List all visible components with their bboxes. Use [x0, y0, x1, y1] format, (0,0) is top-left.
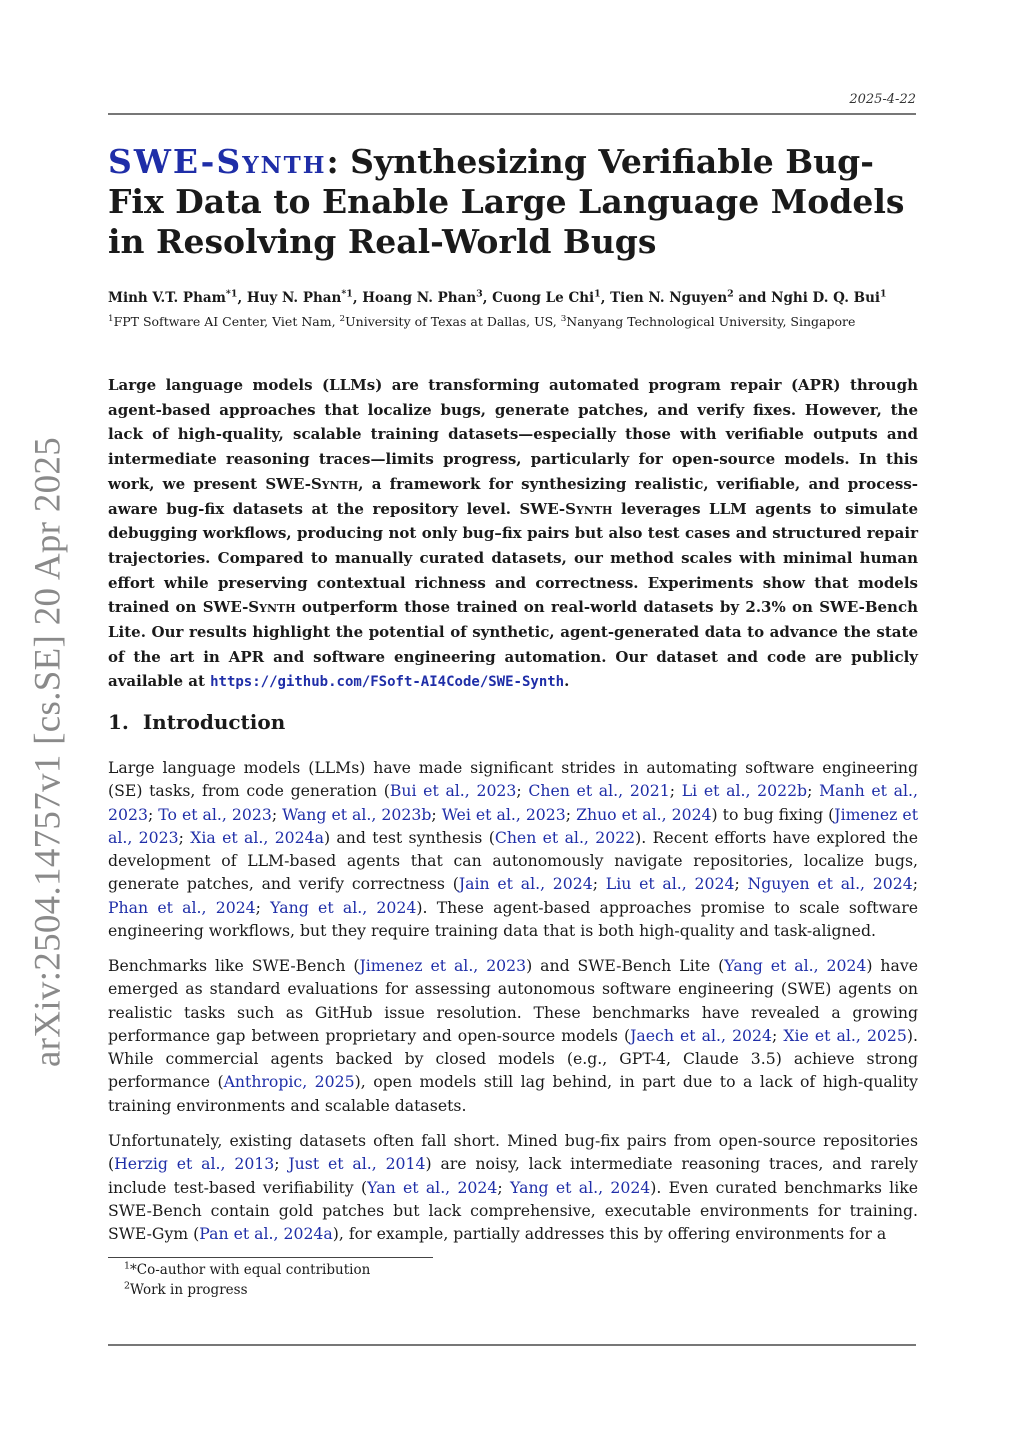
citation-link[interactable]: Wang et al., 2023b — [282, 804, 432, 824]
author-mark: 1 — [880, 288, 887, 300]
author-name: Cuong Le Chi — [492, 290, 595, 306]
header-rule — [108, 113, 916, 115]
citation-link[interactable]: Chen et al., 2022 — [494, 827, 636, 847]
author-name: Tien N. Nguyen — [610, 290, 728, 306]
author-name: Minh V.T. Pham — [108, 290, 226, 306]
citation-link[interactable]: Bui et al., 2023 — [389, 781, 517, 801]
citation-link[interactable]: Chen et al., 2021 — [528, 781, 670, 801]
affiliations — [108, 314, 918, 329]
footnote-rule — [108, 1257, 433, 1258]
author-mark: *1 — [341, 288, 353, 300]
brand-inline: SWE-Synth — [519, 499, 613, 518]
intro-paragraph-1: Large language models (LLMs) have made significant strides in automating software engineering (SE) tasks, from code generation (Bui et al., 2023; Chen et al., 2021; Li et al., 2022b; Manh et al., 2023; To et al., 2023; Wang et al., 2023b; Wei et al., 2023; Zhuo et al., 2024) to bug fixing (Jimenez et al., 2023; Xia et al., 2024a) and test synthesis (Chen et al., 2022). Recent efforts have explored the development of LLM-based agents that can autonomously navigate repositories, localize bugs, generate patches, and verify correctness (Jain et al., 2024; Liu et al., 2024; Nguyen et al., 2024; Phan et al., 2024; Yang et al., 2024). These agent-based approaches promise to scale software engineering workflows, but they require training data that is both high-quality and task-aligned. — [108, 758, 919, 941]
citation-link[interactable]: Pan et al., 2024a — [199, 1224, 333, 1244]
citation-link[interactable]: Yang et al., 2024 — [270, 897, 417, 917]
affiliation-mark: 1 — [108, 313, 114, 324]
github-link[interactable]: https://github.com/FSoft-AI4Code/SWE-Synth — [210, 674, 565, 691]
citation-link[interactable]: Xia et al., 2024a — [190, 827, 324, 847]
citation-link[interactable]: Jimenez et al., 2023 — [108, 804, 919, 847]
arxiv-identifier: arXiv:2504.14757v1 [cs.SE] 20 Apr 2025 — [27, 436, 69, 1068]
intro-paragraph-2: Benchmarks like SWE-Bench (Jimenez et al., 2023) and SWE-Bench Lite (Yang et al., 2024) have emerged as standard evaluations for assessing autonomous software engineering (SWE) agents on realistic tasks such as GitHub issue resolution. These benchmarks have revealed a growing performance gap between proprietary and open-source models (Jaech et al., 2024; Xie et al., 2025). While commercial agents backed by closed models (e.g., GPT-4, Claude 3.5) achieve strong performance (Anthropic, 2025), open models still lag behind, in part due to a lack of high-quality training environments and scalable datasets. — [108, 956, 919, 1115]
citation-link[interactable]: Yang et al., 2024 — [509, 1177, 651, 1197]
author-mark: 1 — [594, 288, 601, 300]
abstract: Large language models (LLMs) are transforming automated program repair (APR) through agent-based approaches that localize bugs, generate patches, and verify fixes. However, the lack of high-quality, scalable training datasets—especially those with verifiable outputs and intermediate reasoning traces—limits progress, particularly for open-source models. In this work, we present SWE-Synth, a framework for synthesizing realistic, verifiable, and process-aware bug-fix datasets at the repository level. SWE-Synth leverages LLM agents to simulate debugging workflows, producing not only bug–fix pairs but also test cases and structured repair trajectories. Compared to manually curated datasets, our method scales with minimal human effort while preserving contextual richness and correctness. Experiments show that models trained on SWE-Synth outperform those trained on real-world datasets by 2.3% on SWE-Bench Lite. Our results highlight the potential of synthetic, agent-generated data to advance the state of the art in APR and software engineering automation. Our dataset and code are publicly available at https://github.com/FSoft-AI4Code/SWE-Synth. — [108, 376, 919, 691]
author-mark: 3 — [476, 288, 483, 300]
publication-date: 2025-4-22 — [849, 92, 916, 107]
citation-link[interactable]: Jain et al., 2024 — [458, 874, 593, 894]
title-text: : Synthesizing Verifiable Bug-Fix Data to Enable Large Language Models in Resolving Real-World Bugs — [108, 142, 905, 261]
citation-link[interactable]: Yang et al., 2024 — [724, 956, 867, 975]
brand-inline: SWE-Synth — [265, 474, 359, 493]
citation-link[interactable]: Liu et al., 2024 — [605, 874, 735, 894]
citation-link[interactable]: Nguyen et al., 2024 — [747, 874, 913, 894]
paper-title — [108, 142, 918, 262]
author-name: Huy N. Phan — [246, 290, 342, 306]
citation-link[interactable]: Xie et al., 2025 — [783, 1025, 907, 1045]
author-name: Nghi D. Q. Bui — [771, 290, 881, 306]
citation-link[interactable]: Zhuo et al., 2024 — [576, 804, 712, 824]
author-mark: *1 — [225, 288, 238, 300]
intro-paragraph-3: Unfortunately, existing datasets often fall short. Mined bug-fix pairs from open-source repositories (Herzig et al., 2013; Just et al., 2014) are noisy, lack intermediate reasoning traces, and rarely include test-based verifiability (Yan et al., 2024; Yang et al., 2024). Even curated benchmarks like SWE-Bench contain gold patches but lack comprehensive, executable environments for training. SWE-Gym (Pan et al., 2024a), for example, partially addresses this by offering environments for a — [108, 1131, 919, 1244]
author-name: Hoang N. Phan — [362, 290, 477, 306]
author-list: Minh V.T. Pham$^{*1}$, Huy N. Phan$^{*1}$, Hoang N. Phan$^3$, Cuong Le Chi$^1$, Tien N. Nguyen$^2$ and Nghi D. Q. Bui$^1$ — [108, 288, 887, 306]
affiliation-text: Nanyang Technological University, Singapore — [566, 314, 856, 329]
footnote-2: $^2$Work in progress — [124, 1280, 248, 1298]
citation-link[interactable]: Manh et al., 2023 — [108, 781, 918, 824]
citation-link[interactable]: Anthropic, 2025 — [223, 1072, 355, 1092]
footnote-1: $^1$*Co-author with equal contribution — [124, 1260, 371, 1278]
affiliation-text: University of Texas at Dallas, US, — [345, 314, 561, 329]
citation-link[interactable]: Herzig et al., 2013 — [114, 1154, 275, 1174]
affiliation-mark: 2 — [339, 313, 346, 324]
citation-link[interactable]: Just et al., 2014 — [288, 1154, 426, 1174]
affiliation-mark: 3 — [560, 313, 567, 324]
footer-rule — [108, 1344, 916, 1346]
citation-link[interactable]: Phan et al., 2024 — [108, 897, 256, 917]
citation-link[interactable]: Wei et al., 2023 — [441, 804, 566, 824]
title-brand: SWE-Synth — [108, 142, 327, 181]
citation-link[interactable]: To et al., 2023 — [158, 804, 272, 824]
citation-link[interactable]: Yan et al., 2024 — [367, 1177, 498, 1197]
author-mark: 2 — [727, 288, 734, 300]
brand-inline: SWE-Synth — [202, 598, 296, 617]
affiliation-text: FPT Software AI Center, Viet Nam, — [113, 314, 340, 329]
citation-link[interactable]: Jaech et al., 2024 — [630, 1025, 772, 1045]
citation-link[interactable]: Jimenez et al., 2023 — [359, 956, 527, 975]
citation-link[interactable]: Li et al., 2022b — [681, 781, 808, 801]
section-heading: 1. Introduction — [108, 710, 286, 734]
